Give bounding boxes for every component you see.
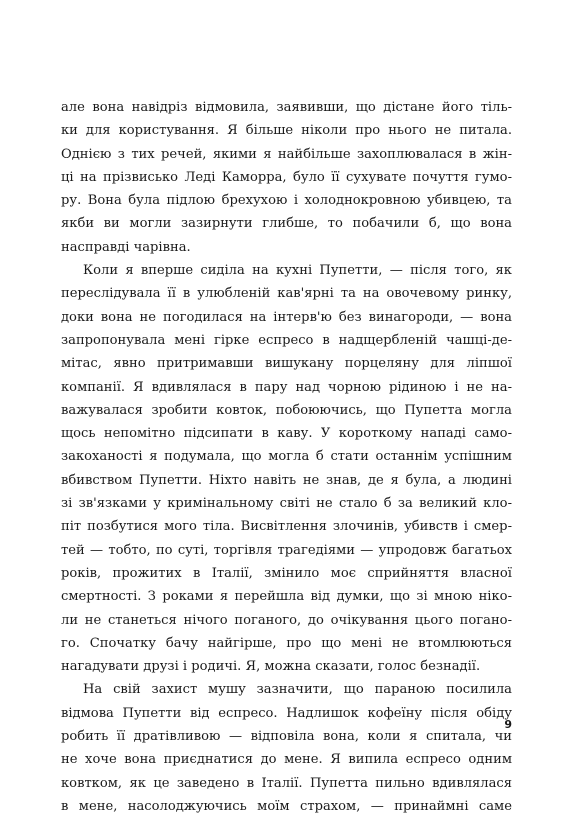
page-number: 9 bbox=[504, 718, 512, 731]
text-line: закоханості я подумала, що могла б стати останнім успішним bbox=[61, 449, 512, 465]
text-line: ковтком, як це заведено в Італії. Пупетта пильно вдивлялася bbox=[61, 775, 512, 791]
text-line: щось непомітно підсипати в каву. У короткому нападі само- bbox=[61, 426, 512, 442]
text-line: компанії. Я вдивлялася в пару над чорною рідиною і не на- bbox=[61, 379, 512, 395]
text-line: важувалася зробити ковток, побоюючись, що Пупетта могла bbox=[61, 402, 512, 418]
text-line: не хоче вона приєднатися до мене. Я випила еспресо одним bbox=[61, 752, 512, 768]
text-line: Однією з тих речей, якими я найбільше захоплювалася в жін- bbox=[61, 146, 512, 162]
text-line: насправді чарівна. bbox=[61, 239, 191, 255]
text-line: піт позбутися мого тіла. Висвітлення злочинів, убивств і смер- bbox=[61, 519, 512, 535]
text-line: якби ви могли зазирнути глибше, то побачили б, що вона bbox=[61, 216, 512, 232]
text-line: вбивством Пупетти. Ніхто навіть не знав, де я була, а людині bbox=[61, 472, 512, 488]
body-text bbox=[61, 96, 512, 818]
text-line: ці на прізвисько Леді Каморра, було її сухувате почуття гумо- bbox=[61, 169, 512, 185]
text-line: доки вона не погодилася на інтерв'ю без винагороди, — вона bbox=[61, 309, 512, 325]
text-line: переслідувала її в улюбленій кав'ярні та на овочевому ринку, bbox=[61, 286, 512, 302]
text-line: відмова Пупетти від еспресо. Надлишок кофеїну після обіду bbox=[61, 705, 512, 721]
text-line: робить її дратівливою — відповіла вона, коли я спитала, чи bbox=[61, 729, 512, 745]
text-line: мітас, явно притримавши вишукану порцеляну для ліпшої bbox=[61, 356, 512, 372]
text-line: років, прожитих в Італії, змінило моє сприйняття власної bbox=[61, 565, 512, 581]
text-line: ли не станеться нічого поганого, до очікування цього погано- bbox=[61, 612, 512, 628]
text-line: смертності. З роками я перейшла від думки, що зі мною ніко- bbox=[61, 589, 512, 605]
text-line: Коли я вперше сиділа на кухні Пупетти, — після того, як bbox=[83, 263, 512, 279]
text-line: в мене, насолоджуючись моїм страхом, — принаймні саме bbox=[61, 798, 512, 814]
text-line: тей — тобто, по суті, торгівля трагедіями — упродовж багатьох bbox=[61, 542, 512, 558]
text-line: нагадувати друзі і родичі. Я, можна сказати, голос безнадії. bbox=[61, 659, 481, 675]
text-line: ки для користування. Я більше ніколи про нього не питала. bbox=[61, 123, 512, 139]
text-line: запропонувала мені гірке еспресо в надщербленій чашці-де- bbox=[61, 332, 512, 348]
text-line: На свій захист мушу зазначити, що параною посилила bbox=[83, 682, 512, 698]
text-line: зі зв'язками у кримінальному світі не стало б за великий кло- bbox=[61, 496, 512, 512]
text-line: го. Спочатку бачу найгірше, про що мені не втомлюються bbox=[61, 635, 512, 651]
text-line: ру. Вона була підлою брехухою і холоднокровною убивцею, та bbox=[61, 193, 512, 209]
text-line: але вона навідріз відмовила, заявивши, що дістане його тіль- bbox=[61, 100, 512, 115]
